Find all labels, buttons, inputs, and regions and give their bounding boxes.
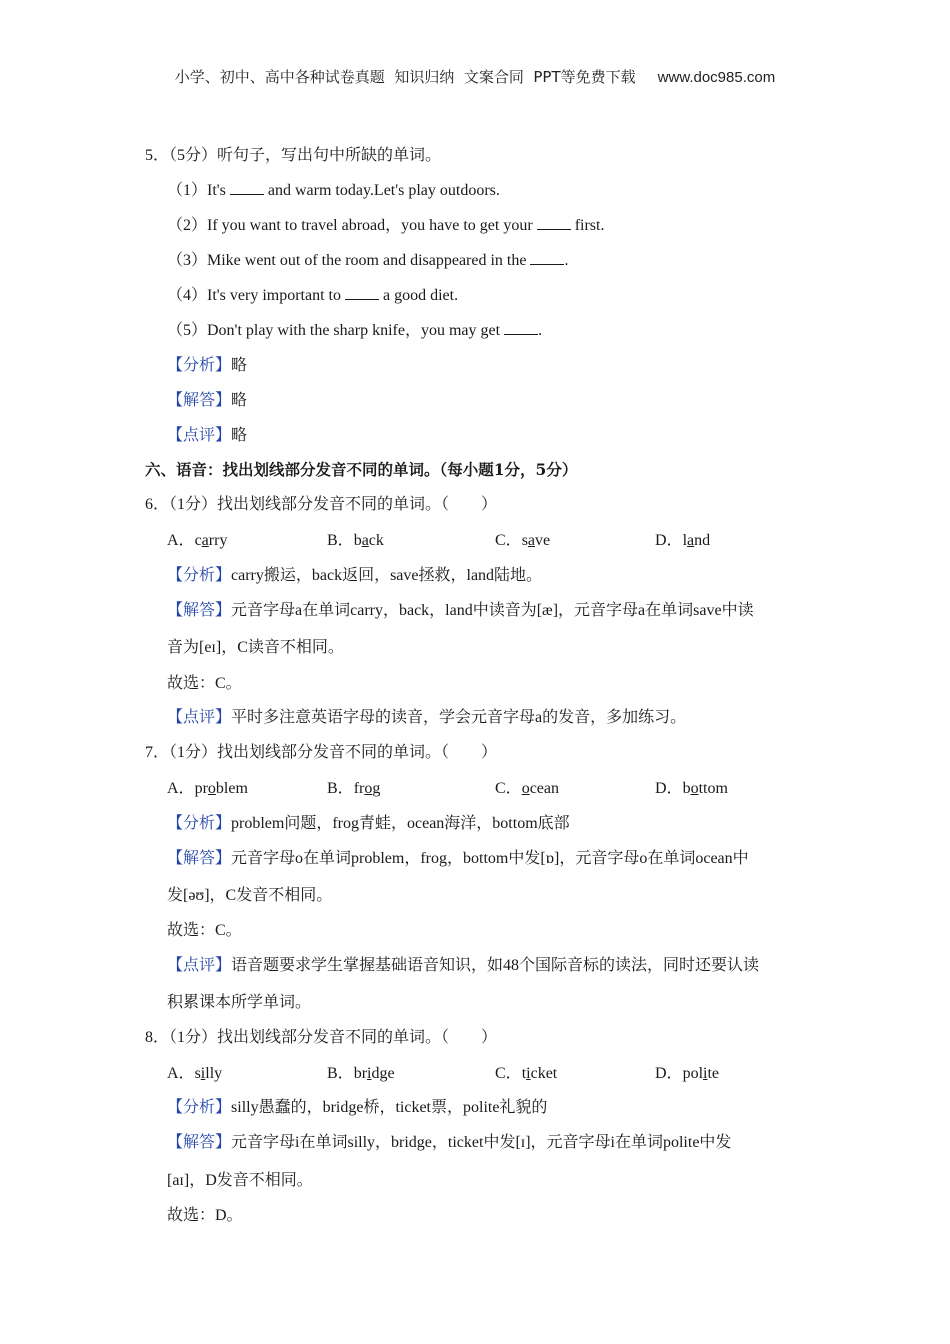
q6-option-c[interactable]: C．save <box>495 532 551 549</box>
q7-comment-line1: 【点评】语音题要求学生掌握基础语音知识，如48个国际音标的读法，同时还要认读 <box>167 957 760 974</box>
answer-blank[interactable] <box>530 250 564 265</box>
q6-comment: 【点评】平时多注意英语字母的读音，学会元音字母a的发音，多加练习。 <box>167 709 687 726</box>
q7-option-b[interactable]: B．frog <box>327 780 381 797</box>
q7-answer-line1: 【解答】元音字母o在单词problem，frog，bottom中发[ɒ]，元音字母o在单词ocean中 <box>167 850 749 867</box>
q7-analysis: 【分析】problem问题，frog青蛙，ocean海洋，bottom底部 <box>167 815 570 832</box>
q6-analysis: 【分析】carry搬运，back返回，save拯救，land陆地。 <box>167 567 543 584</box>
q8-choice: 故选：D。 <box>167 1207 243 1224</box>
q6-choice: 故选：C。 <box>167 675 242 692</box>
q8-option-a[interactable]: A．silly <box>167 1065 223 1082</box>
q5-item-3: （3）Mike went out of the room and disappeared in the . <box>167 252 569 269</box>
page-header <box>0 66 950 87</box>
q7-option-d[interactable]: D．bottom <box>655 780 728 797</box>
answer-blank[interactable] <box>537 215 571 230</box>
q8-analysis: 【分析】silly愚蠢的，bridge桥，ticket票，polite礼貌的 <box>167 1099 548 1116</box>
q8-option-b[interactable]: B．bridge <box>327 1065 395 1082</box>
q5-item-4: （4）It's very important to a good diet. <box>167 287 459 304</box>
q5-answer: 【解答】略 <box>167 392 248 409</box>
answer-blank[interactable] <box>230 180 264 195</box>
header-url[interactable]: www.doc985.com <box>657 69 776 86</box>
q7-comment-line2: 积累课本所学单词。 <box>167 994 312 1011</box>
q7-option-a[interactable]: A．problem <box>167 780 248 797</box>
header-text: 小学、初中、高中各种试卷真题 知识归纳 文案合同 PPT等免费下载 <box>174 68 636 86</box>
q8-stem: 8．（1分）找出划线部分发音不同的单词。（ ） <box>145 1029 498 1046</box>
q7-choice: 故选：C。 <box>167 922 242 939</box>
q6-answer-line2: 音为[eɪ]，C读音不相同。 <box>167 639 344 656</box>
q5-item-2: （2）If you want to travel abroad，you have to get your first. <box>167 217 605 234</box>
q8-answer-line2: [aɪ]，D发音不相同。 <box>167 1172 313 1189</box>
q7-stem: 7．（1分）找出划线部分发音不同的单词。（ ） <box>145 744 498 761</box>
q6-answer-line1: 【解答】元音字母a在单词carry，back，land中读音为[æ]，元音字母a在单词save中读 <box>167 602 754 619</box>
q6-stem: 6．（1分）找出划线部分发音不同的单词。（ ） <box>145 496 498 513</box>
q8-option-c[interactable]: C．ticket <box>495 1065 558 1082</box>
q5-item-5: （5）Don't play with the sharp knife，you may get . <box>167 322 543 339</box>
q5-stem: 5．（5分）听句子，写出句中所缺的单词。 <box>145 147 442 164</box>
section-6-heading: 六、语音：找出划线部分发音不同的单词。（每小题1分，5分） <box>145 460 578 479</box>
q6-option-d[interactable]: D．land <box>655 532 711 549</box>
q6-option-b[interactable]: B．back <box>327 532 384 549</box>
q5-comment: 【点评】略 <box>167 427 248 444</box>
q8-option-d[interactable]: D．polite <box>655 1065 720 1082</box>
q5-item-1: （1）It's and warm today.Let's play outdoors. <box>167 182 500 199</box>
q7-answer-line2: 发[əʊ]，C发音不相同。 <box>167 887 333 904</box>
answer-blank[interactable] <box>504 320 538 335</box>
q6-option-a[interactable]: A．carry <box>167 532 228 549</box>
q5-analysis: 【分析】略 <box>167 357 248 374</box>
q8-answer-line1: 【解答】元音字母i在单词silly，bridge，ticket中发[ɪ]，元音字母i在单词polite中发 <box>167 1134 732 1151</box>
q7-option-c[interactable]: C．ocean <box>495 780 559 797</box>
answer-blank[interactable] <box>345 285 379 300</box>
